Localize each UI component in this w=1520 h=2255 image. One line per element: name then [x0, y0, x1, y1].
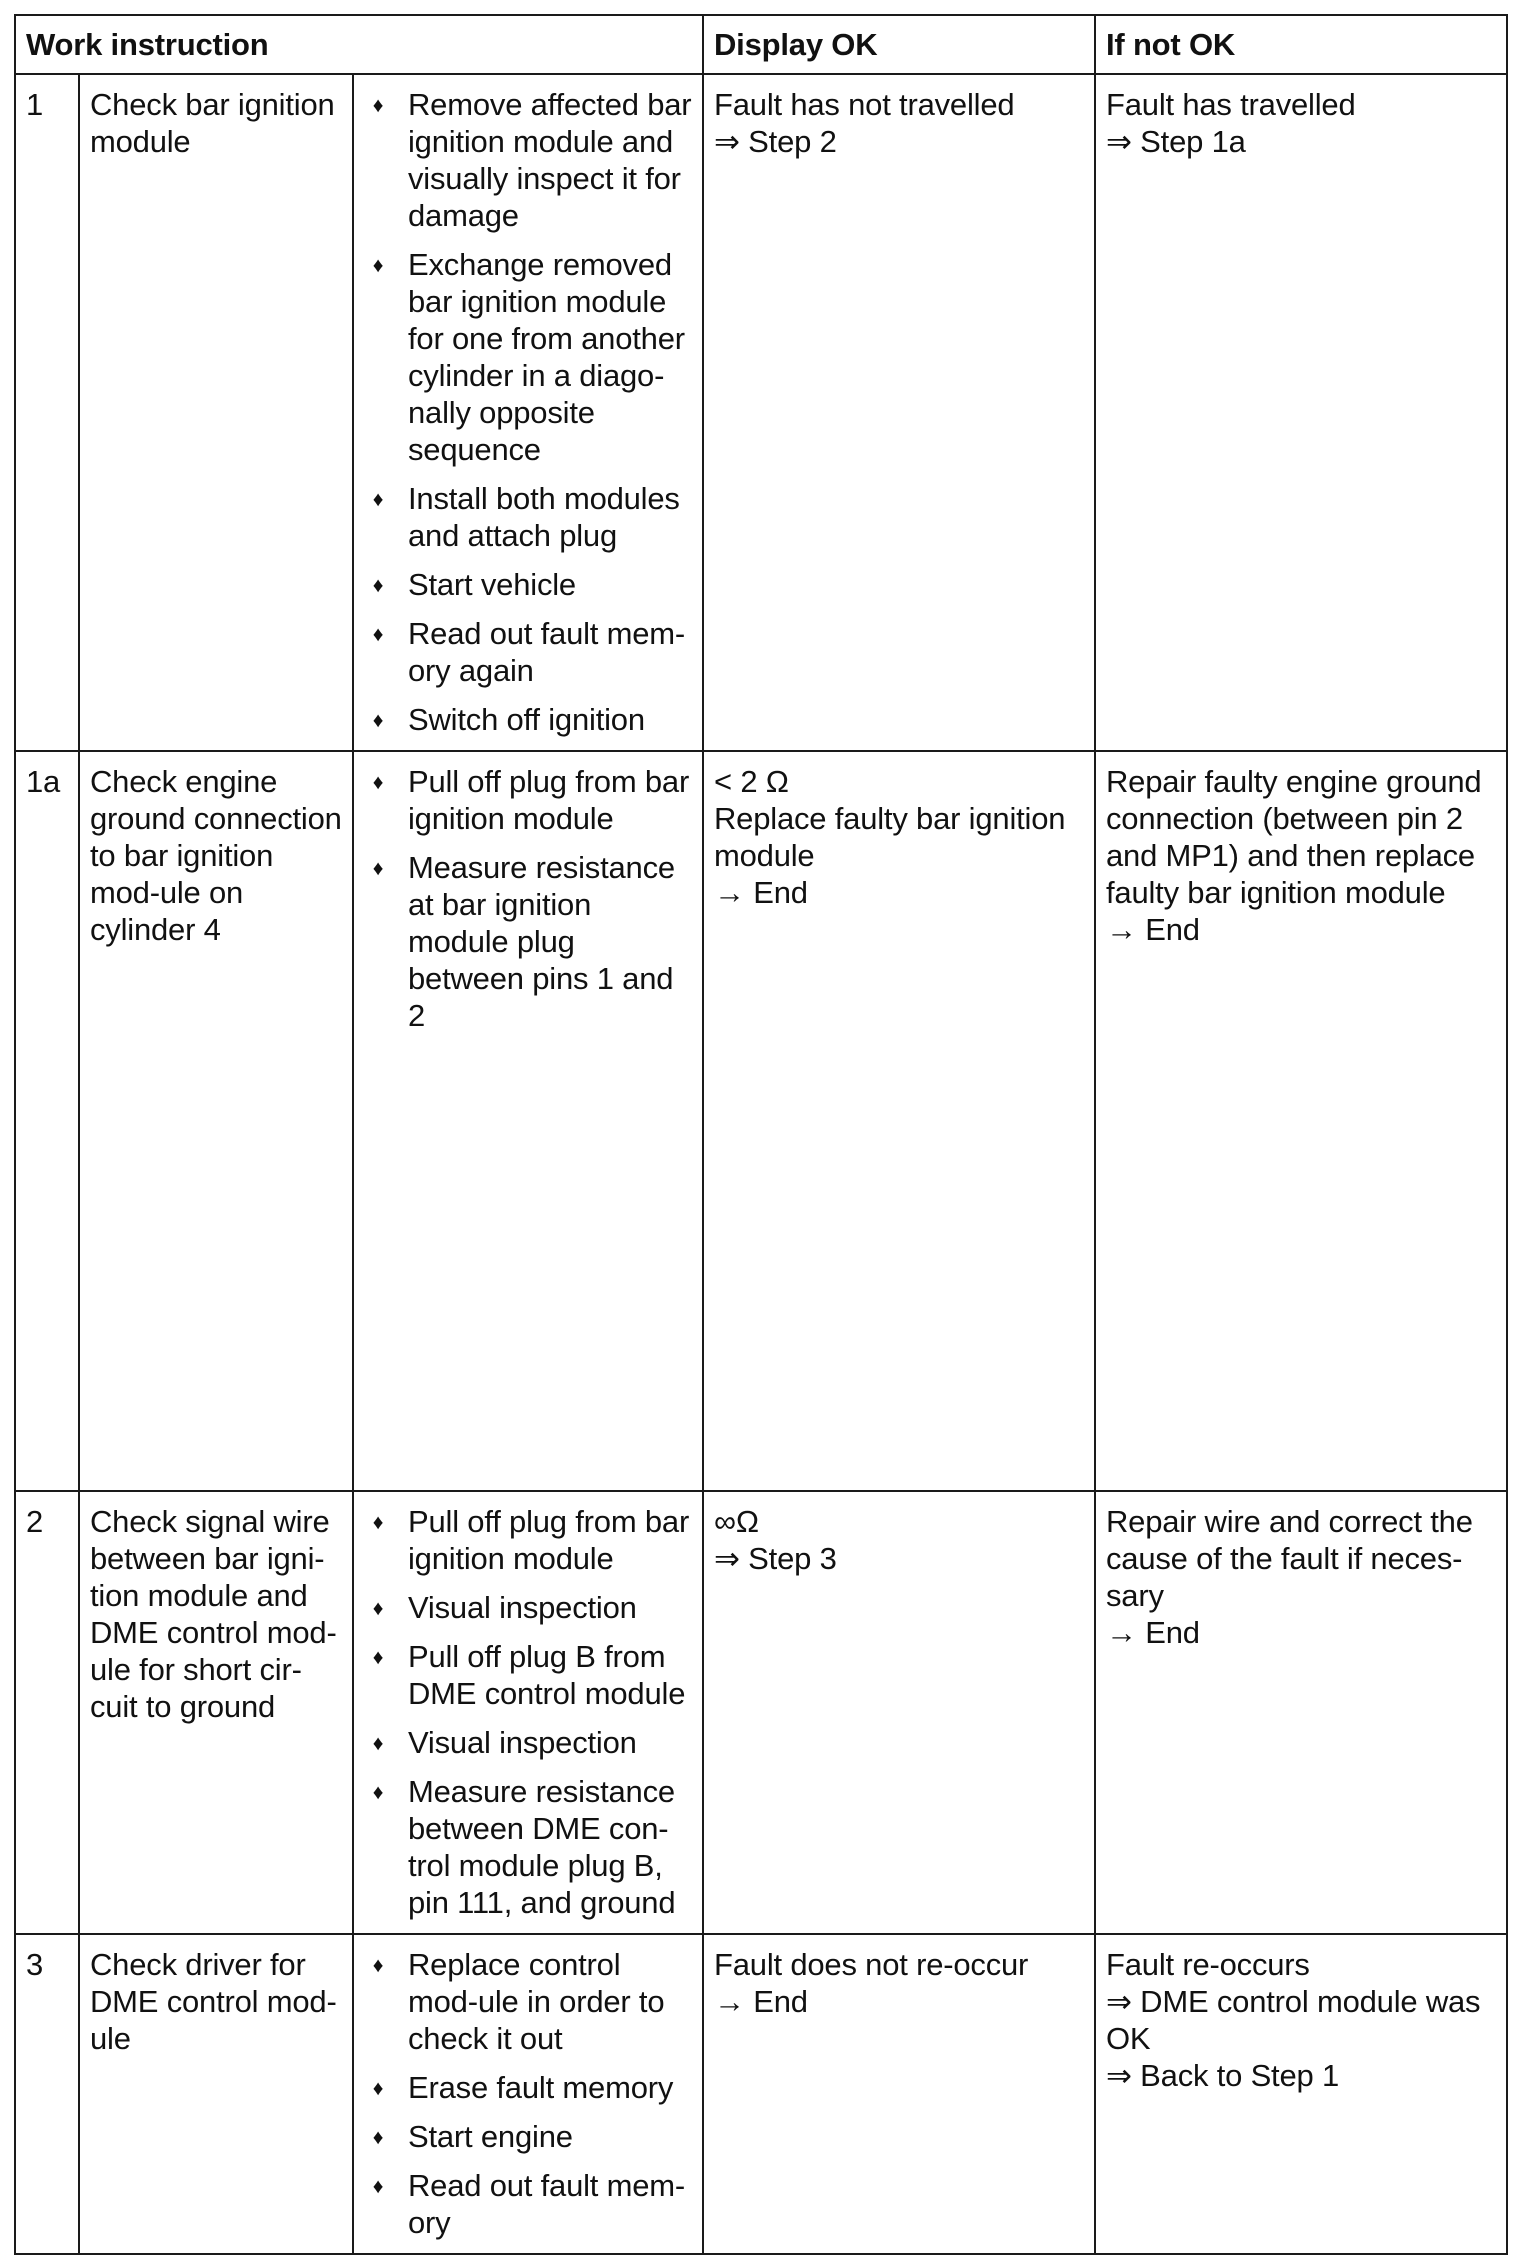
result-line: → End	[1106, 1615, 1200, 1650]
diamond-bullet-icon: ♦	[372, 623, 384, 646]
list-item	[364, 1638, 692, 1712]
action-text: Read out fault mem-ory	[408, 2168, 686, 2240]
action-text: Pull off plug from bar ignition module	[408, 764, 690, 836]
step-number: 1a	[15, 751, 79, 1491]
diamond-bullet-icon: ♦	[372, 709, 384, 732]
result-line: Fault has travelled	[1106, 87, 1356, 122]
list-item	[364, 615, 692, 689]
task-description: Check signal wire between bar igni-tion module and DME control mod-ule for short cir-cuit to ground	[79, 1491, 353, 1934]
diamond-bullet-icon: ♦	[372, 1597, 384, 1620]
action-list	[364, 86, 692, 738]
result-line: Repair wire and correct the cause of the fault if neces-sary	[1106, 1504, 1482, 1613]
action-cell	[353, 751, 703, 1491]
table-row	[15, 1934, 1507, 2254]
action-text: Start vehicle	[408, 567, 576, 602]
diamond-bullet-icon: ♦	[372, 1732, 384, 1755]
result-line: Repair faulty engine ground connection (between pin 2 and MP1) and then replace faulty bar ignition module	[1106, 764, 1490, 910]
diamond-bullet-icon: ♦	[372, 254, 384, 277]
list-item	[364, 701, 692, 738]
list-item	[364, 246, 692, 468]
result-line: Replace faulty bar ignition module	[714, 801, 1074, 873]
table-row	[15, 751, 1507, 1491]
work-instruction-table	[14, 14, 1508, 2255]
display-ok-cell	[703, 1491, 1095, 1934]
task-description: Check engine ground connection to bar ignition mod-ule on cylinder 4	[79, 751, 353, 1491]
if-not-ok-cell	[1095, 1491, 1507, 1934]
list-item	[364, 566, 692, 603]
list-item	[364, 1724, 692, 1761]
list-item	[364, 2167, 692, 2241]
action-text: Switch off ignition	[408, 702, 645, 737]
result-line: → End	[714, 1984, 808, 2019]
header-if-not-ok: If not OK	[1095, 15, 1507, 74]
if-not-ok-cell	[1095, 74, 1507, 751]
action-text: Pull off plug from bar ignition module	[408, 1504, 690, 1576]
action-text: Read out fault mem-ory again	[408, 616, 686, 688]
action-text: Remove affected bar ignition module and visually inspect it for damage	[408, 87, 692, 233]
action-text: Pull off plug B from DME control module	[408, 1639, 686, 1711]
action-text: Measure resistance at bar ignition module plug between pins 1 and 2	[408, 850, 675, 1033]
display-ok-cell	[703, 751, 1095, 1491]
step-number: 2	[15, 1491, 79, 1934]
result-line: Fault does not re-occur	[714, 1947, 1029, 1982]
if-not-ok-cell	[1095, 1934, 1507, 2254]
action-list	[364, 1946, 692, 2241]
list-item	[364, 1503, 692, 1577]
display-ok-cell	[703, 1934, 1095, 2254]
if-not-ok-cell	[1095, 751, 1507, 1491]
header-display-ok: Display OK	[703, 15, 1095, 74]
diamond-bullet-icon: ♦	[372, 574, 384, 597]
list-item	[364, 849, 692, 1034]
result-line: → End	[1106, 912, 1200, 947]
display-ok-cell	[703, 74, 1095, 751]
action-text: Exchange removed bar ignition module for one from another cylinder in a diago-nally opposite sequence	[408, 247, 685, 467]
step-number: 1	[15, 74, 79, 751]
list-item	[364, 1773, 692, 1921]
step-number: 3	[15, 1934, 79, 2254]
diamond-bullet-icon: ♦	[372, 1781, 384, 1804]
diamond-bullet-icon: ♦	[372, 2175, 384, 2198]
diamond-bullet-icon: ♦	[372, 857, 384, 880]
list-item	[364, 2118, 692, 2155]
result-line: < 2 Ω	[714, 764, 789, 799]
header-work-instruction: Work instruction	[15, 15, 703, 74]
action-text: Install both modules and attach plug	[408, 481, 680, 553]
table-row	[15, 74, 1507, 751]
result-line: Fault has not travelled	[714, 87, 1015, 122]
list-item	[364, 480, 692, 554]
action-cell	[353, 1491, 703, 1934]
action-text: Measure resistance between DME con-trol module plug B, pin 111, and ground	[408, 1774, 676, 1920]
diamond-bullet-icon: ♦	[372, 1646, 384, 1669]
table-row	[15, 1491, 1507, 1934]
result-line: → End	[714, 875, 808, 910]
list-item	[364, 86, 692, 234]
diamond-bullet-icon: ♦	[372, 1511, 384, 1534]
diamond-bullet-icon: ♦	[372, 94, 384, 117]
table-header-row	[15, 15, 1507, 74]
list-item	[364, 1946, 692, 2057]
action-text: Visual inspection	[408, 1725, 637, 1760]
diamond-bullet-icon: ♦	[372, 771, 384, 794]
list-item	[364, 763, 692, 837]
task-description: Check bar ignition module	[79, 74, 353, 751]
list-item	[364, 1589, 692, 1626]
table-body	[15, 74, 1507, 2254]
list-item	[364, 2069, 692, 2106]
action-cell	[353, 1934, 703, 2254]
result-line: ⇒ Step 1a	[1106, 124, 1246, 159]
action-list	[364, 763, 692, 1034]
result-line: ⇒ Step 2	[714, 124, 837, 159]
result-line: ⇒ Step 3	[714, 1541, 837, 1576]
action-text: Start engine	[408, 2119, 573, 2154]
task-description: Check driver for DME control mod-ule	[79, 1934, 353, 2254]
action-cell	[353, 74, 703, 751]
result-line: ⇒ DME control module was OK	[1106, 1984, 1489, 2056]
action-text: Visual inspection	[408, 1590, 637, 1625]
diamond-bullet-icon: ♦	[372, 2077, 384, 2100]
result-line: ⇒ Back to Step 1	[1106, 2058, 1340, 2093]
diamond-bullet-icon: ♦	[372, 488, 384, 511]
action-text: Replace control mod-ule in order to check it out	[408, 1947, 665, 2056]
diamond-bullet-icon: ♦	[372, 1954, 384, 1977]
action-text: Erase fault memory	[408, 2070, 674, 2105]
result-line: Fault re-occurs	[1106, 1947, 1310, 1982]
diamond-bullet-icon: ♦	[372, 2126, 384, 2149]
action-list	[364, 1503, 692, 1921]
result-line: ∞Ω	[714, 1504, 759, 1539]
